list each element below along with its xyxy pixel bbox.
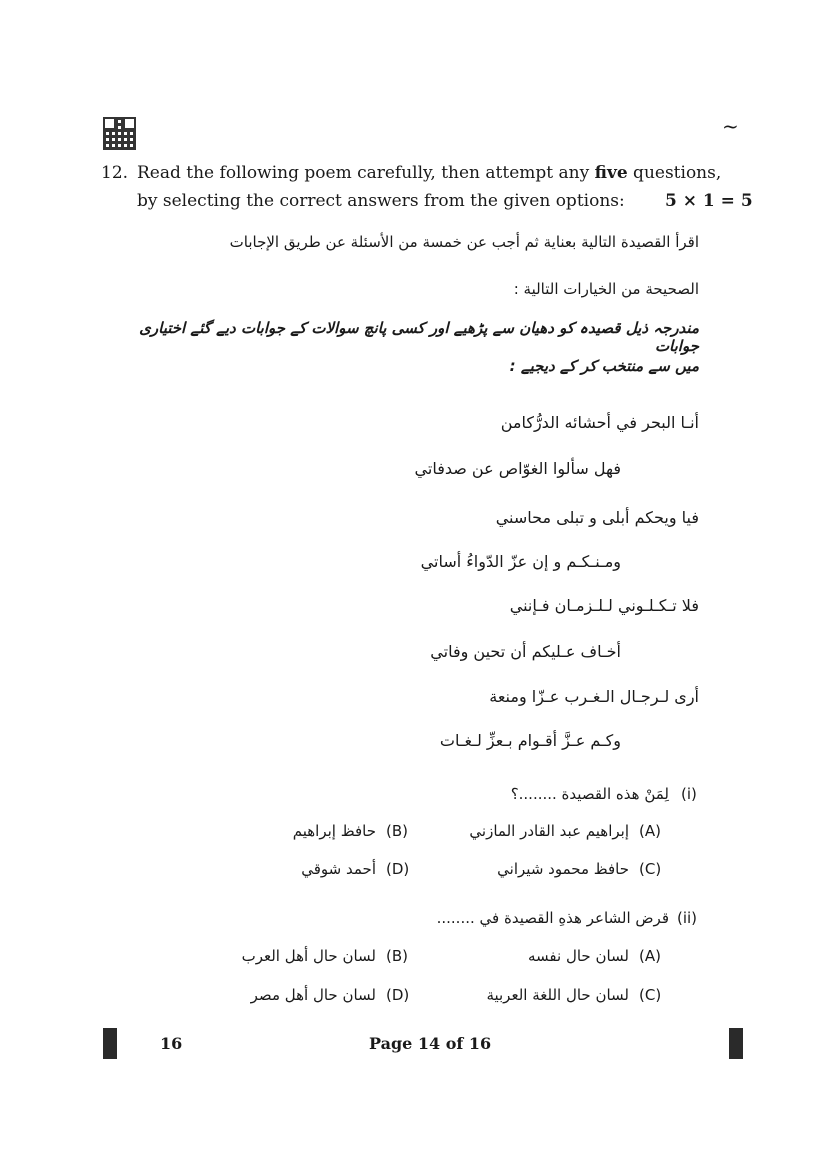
question-marks: 5 × 1 = 5 bbox=[665, 191, 753, 211]
poem-line-3: فيا ويحكم أبلى و تبلى محاسني bbox=[495, 508, 699, 527]
poem-line-6: أخـاف عـليكم أن تحين وفاتي bbox=[430, 642, 621, 661]
option-key: (D) bbox=[386, 860, 410, 878]
question-line-2: by selecting the correct answers from the given options: bbox=[137, 191, 625, 211]
option-key: (B) bbox=[386, 947, 408, 965]
poem-line-7: أرى لـرجـال الـغـرب عـزّا ومنعة bbox=[489, 687, 699, 706]
option-key: (C) bbox=[639, 986, 662, 1004]
footer-page-number: Page 14 of 16 bbox=[369, 1034, 492, 1053]
question-line-1: Read the following poem carefully, then attempt any five questions, bbox=[137, 163, 722, 183]
poem-line-1: أنـا البحر في أحشائه الدرُّكامن bbox=[500, 413, 699, 432]
option-key: (C) bbox=[639, 860, 662, 878]
option-text: إبراهيم عبد القادر المازني bbox=[469, 822, 629, 840]
footer-right-bar bbox=[729, 1028, 743, 1059]
option-key: (D) bbox=[386, 986, 410, 1004]
option-key: (A) bbox=[639, 947, 661, 965]
option-key: (A) bbox=[639, 822, 661, 840]
sub-question-number: (i) bbox=[681, 785, 697, 803]
option-key: (B) bbox=[386, 822, 408, 840]
footer-code: 16 bbox=[160, 1034, 183, 1053]
sub-question-number: (ii) bbox=[677, 909, 698, 927]
arabic-instruction-line-2: الصحيحة من الخيارات التالية : bbox=[513, 280, 699, 298]
question-number: 12. bbox=[101, 163, 129, 183]
urdu-instruction-line-1: مندرجہ ذیل قصیدہ کو دھیان سے پڑھیے اور کسی پانچ سوالات کے جوابات دیے گئے اختیاری جوابات bbox=[139, 319, 699, 355]
option-text: لسان حال أهل العرب bbox=[241, 947, 376, 965]
footer-left-bar bbox=[103, 1028, 117, 1059]
corner-mark: ~ bbox=[722, 114, 739, 138]
poem-line-5: فلا تـكـلـوني لـلـزمـان فـإنني bbox=[509, 596, 699, 615]
option-text: لسان حال أهل مصر bbox=[250, 986, 376, 1004]
poem-line-4: ومـنـكـم و إن عزّ الدّواءُ أساتي bbox=[420, 552, 621, 571]
arabic-instruction-line-1: اقرأ القصيدة التالية بعناية ثم أجب عن خمسة من الأسئلة عن طريق الإجابات bbox=[229, 233, 699, 251]
qr-code-icon bbox=[103, 117, 136, 150]
option-text: أحمد شوقي bbox=[301, 860, 376, 878]
poem-line-8: وكـم عـزَّ أقـوام بـعزِّ لـغـات bbox=[439, 731, 621, 750]
option-text: لسان حال اللغة العربية bbox=[486, 986, 629, 1004]
option-text: لسان حال نفسه bbox=[527, 947, 629, 965]
sub-question-text: لِمَنْ هذه القصيدة ........؟ bbox=[510, 785, 669, 803]
sub-question-text: قرض الشاعر هذهِ القصيدة في ........ bbox=[436, 909, 669, 927]
option-text: حافظ إبراهيم bbox=[292, 822, 376, 840]
option-text: حافظ محمود شيراني bbox=[497, 860, 629, 878]
urdu-instruction-line-2: میں سے منتخب کر کے دیجیے : bbox=[509, 357, 699, 375]
poem-line-2: فهل سألوا الغوّاص عن صدفاتي bbox=[414, 459, 621, 478]
